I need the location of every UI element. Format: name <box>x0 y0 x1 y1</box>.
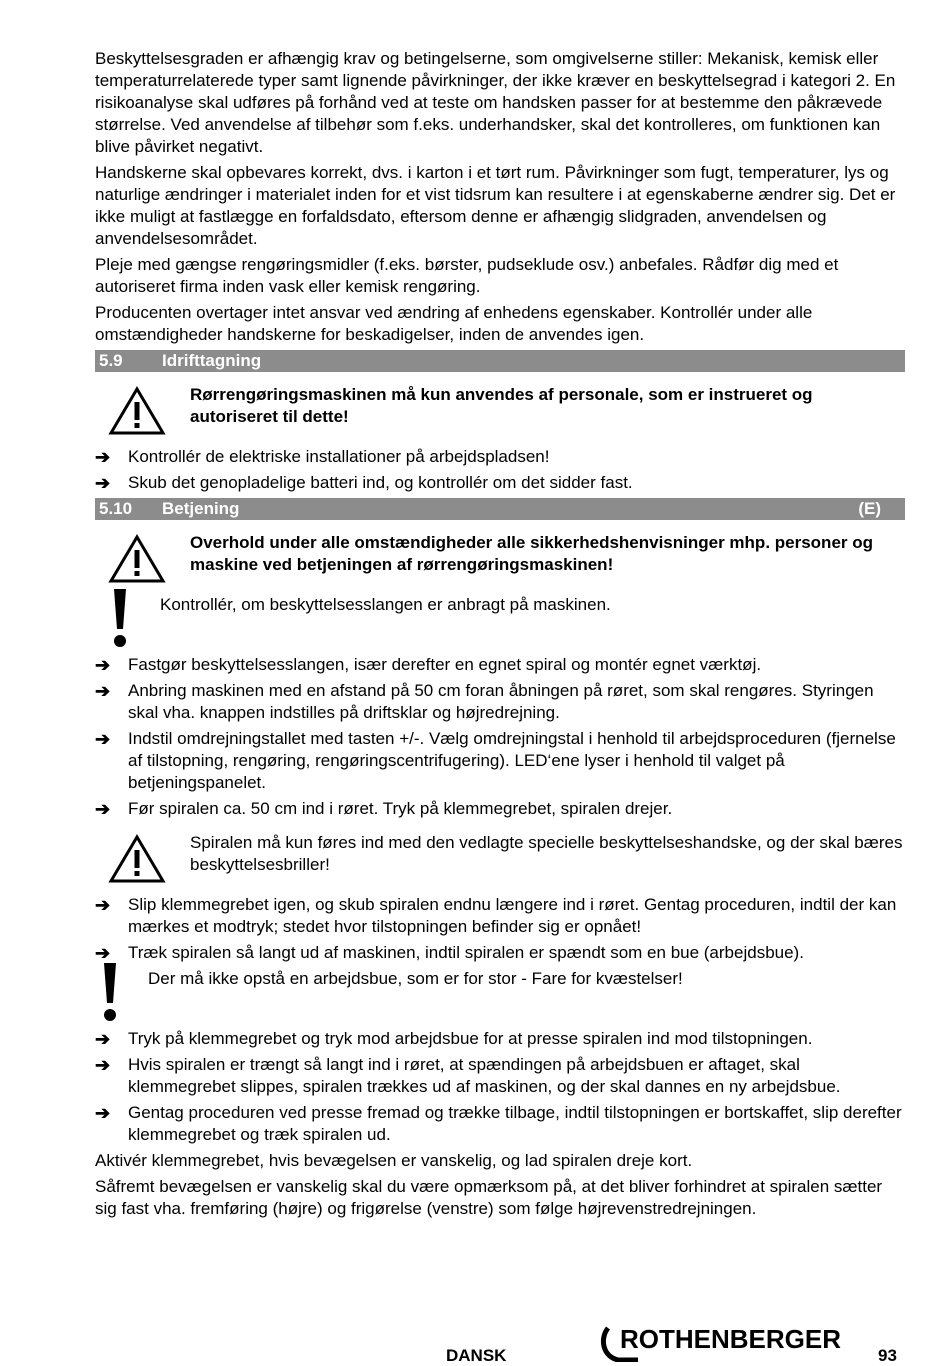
step-item <box>95 942 905 964</box>
arrow-right-icon: ➔ <box>95 1103 111 1123</box>
arrow-right-icon: ➔ <box>95 447 111 467</box>
warning-text: Spiralen må kun føres ind med den vedlagte specielle beskyttelseshandske, og der skal bæres beskyttelsesbriller! <box>190 833 903 874</box>
paragraph: Handskerne skal opbevares korrekt, dvs. i karton i et tørt rum. Påvirkninger som fugt, temperaturer, lys og naturlige ændringer i materialet inden for et vist tidsrum kan resultere i at egenskaberne ændrer sig. Det er ikke muligt at fastlægge en forfaldsdato, eftersom denne er afhængig slidgraden, anvendelsen og anvendelsesområdet. <box>95 163 896 248</box>
warning-triangle-icon <box>108 834 166 884</box>
step-text: Indstil omdrejningstallet med tasten +/-. Vælg omdrejningstal i henhold til arbejdsproceduren (fjernelse af tilstopning, rengøring, rengøringscentrifugering). LED‘ene lyser i henhold til valget på betjeningspanelet. <box>128 729 896 792</box>
step-item <box>95 894 905 938</box>
note-block <box>95 594 905 648</box>
note-block <box>95 968 905 1022</box>
step-item <box>95 654 905 676</box>
note-text: Kontrollér, om beskyttelsesslangen er anbragt på maskinen. <box>160 595 611 614</box>
exclamation-icon <box>103 963 117 1023</box>
svg-text:ROTHENBERGER: ROTHENBERGER <box>620 1324 842 1354</box>
step-item <box>95 1028 905 1050</box>
step-item <box>95 798 905 820</box>
paragraph: Producenten overtager intet ansvar ved ændring af enhedens egenskaber. Kontrollér under alle omstændigheder handskerne for beskadigelser, inden de anvendes igen. <box>95 303 813 344</box>
section-header-5-9 <box>95 350 905 372</box>
step-text: Slip klemmegrebet igen, og skub spiralen endnu længere ind i røret. Gentag proceduren, indtil der kan mærkes et modtryk; stedet hvor tilstopningen befinder sig er opnået! <box>128 895 897 936</box>
step-text: Træk spiralen så langt ud af maskinen, indtil spiralen er spændt som en bue (arbejdsbue). <box>128 943 804 962</box>
step-text: Gentag proceduren ved presse fremad og trække tilbage, indtil tilstopningen er bortskaffet, slip derefter klemmegrebet og træk spiralen ud. <box>128 1103 902 1144</box>
section-title: Betjening <box>162 499 240 518</box>
arrow-right-icon: ➔ <box>95 799 111 819</box>
warning-block <box>95 532 905 588</box>
paragraph: Aktivér klemmegrebet, hvis bevægelsen er vanskelig, og lad spiralen dreje kort. <box>95 1151 693 1170</box>
arrow-right-icon: ➔ <box>95 1055 111 1075</box>
footer-language: DANSK <box>446 1346 507 1365</box>
step-item <box>95 680 905 724</box>
warning-block <box>95 384 905 440</box>
step-item <box>95 1054 905 1098</box>
step-item <box>95 446 905 468</box>
step-text: Anbring maskinen med en afstand på 50 cm foran åbningen på røret, som skal rengøres. Styringen skal vha. knappen indstilles på driftsklar og højredrejning. <box>128 681 874 722</box>
note-text: Der må ikke opstå en arbejdsbue, som er for stor - Fare for kvæstelser! <box>148 969 683 988</box>
arrow-right-icon: ➔ <box>95 1029 111 1049</box>
step-item <box>95 472 905 494</box>
section-title: Idrifttagning <box>162 351 262 370</box>
arrow-right-icon: ➔ <box>95 681 111 701</box>
exclamation-icon <box>113 589 127 649</box>
warning-text: Overhold under alle omstændigheder alle sikkerhedshenvisninger mhp. personer og maskine ved betjeningen af rørrengøringsmaskinen! <box>190 533 874 574</box>
manual-page <box>95 48 905 1224</box>
arrow-right-icon: ➔ <box>95 943 111 963</box>
step-text: Fastgør beskyttelsesslangen, især derefter en egnet spiral og montér egnet værktøj. <box>128 655 762 674</box>
warning-triangle-icon <box>108 386 166 436</box>
step-text: Tryk på klemmegrebet og tryk mod arbejdsbue for at presse spiralen ind mod tilstopningen. <box>128 1029 813 1048</box>
step-text: Kontrollér de elektriske installationer på arbejdspladsen! <box>128 447 550 466</box>
section-number: 5.9 <box>99 351 123 370</box>
step-text: Skub det genopladelige batteri ind, og kontrollér om det sidder fast. <box>128 473 633 492</box>
section-header-5-10 <box>95 498 905 520</box>
section-code: (E) <box>858 499 881 518</box>
step-text: Hvis spiralen er trængt så langt ind i røret, at spændingen på arbejdsbuen er aftaget, skal klemmegrebet slippes, spiralen trækkes ud af maskinen, og der skal dannes en ny arbejdsbue. <box>128 1055 841 1096</box>
step-item <box>95 1102 905 1146</box>
page-number: 93 <box>878 1346 897 1365</box>
paragraph: Pleje med gængse rengøringsmidler (f.eks. børster, pudseklude osv.) anbefales. Rådfør dig med et autoriseret firma inden vask eller kemisk rengøring. <box>95 255 839 296</box>
paragraph: Såfremt bevægelsen er vanskelig skal du være opmærksom på, at det bliver forhindret at spiralen sætter sig fast vha. fremføring (højre) og frigørelse (venstre) som følge højrevenstredrejningen. <box>95 1177 883 1218</box>
paragraph: Beskyttelsesgraden er afhængig krav og betingelserne, som omgivelserne stiller: Mekanisk, kemisk eller temperaturrelaterede typer samt lignende påvirkninger, der ikke kræver en beskyttelsegrad i kategori 2. En risikoanalyse skal udføres på forhånd ved at teste om handsken passer for at bestemme den påkrævede størrelse. Ved anvendelse af tilbehør som f.eks. underhandsker, skal det kontrolleres, om funktionen kan blive påvirket negativt. <box>95 49 896 156</box>
arrow-right-icon: ➔ <box>95 473 111 493</box>
arrow-right-icon: ➔ <box>95 729 111 749</box>
warning-triangle-icon <box>108 534 166 584</box>
step-text: Før spiralen ca. 50 cm ind i røret. Tryk på klemmegrebet, spiralen drejer. <box>128 799 673 818</box>
warning-text: Rørrengøringsmaskinen må kun anvendes af personale, som er instrueret og autoriseret til dette! <box>190 385 813 426</box>
arrow-right-icon: ➔ <box>95 895 111 915</box>
step-item <box>95 728 905 794</box>
arrow-right-icon: ➔ <box>95 655 111 675</box>
section-number: 5.10 <box>99 499 133 518</box>
warning-block <box>95 832 905 888</box>
rothenberger-logo <box>598 1322 848 1362</box>
